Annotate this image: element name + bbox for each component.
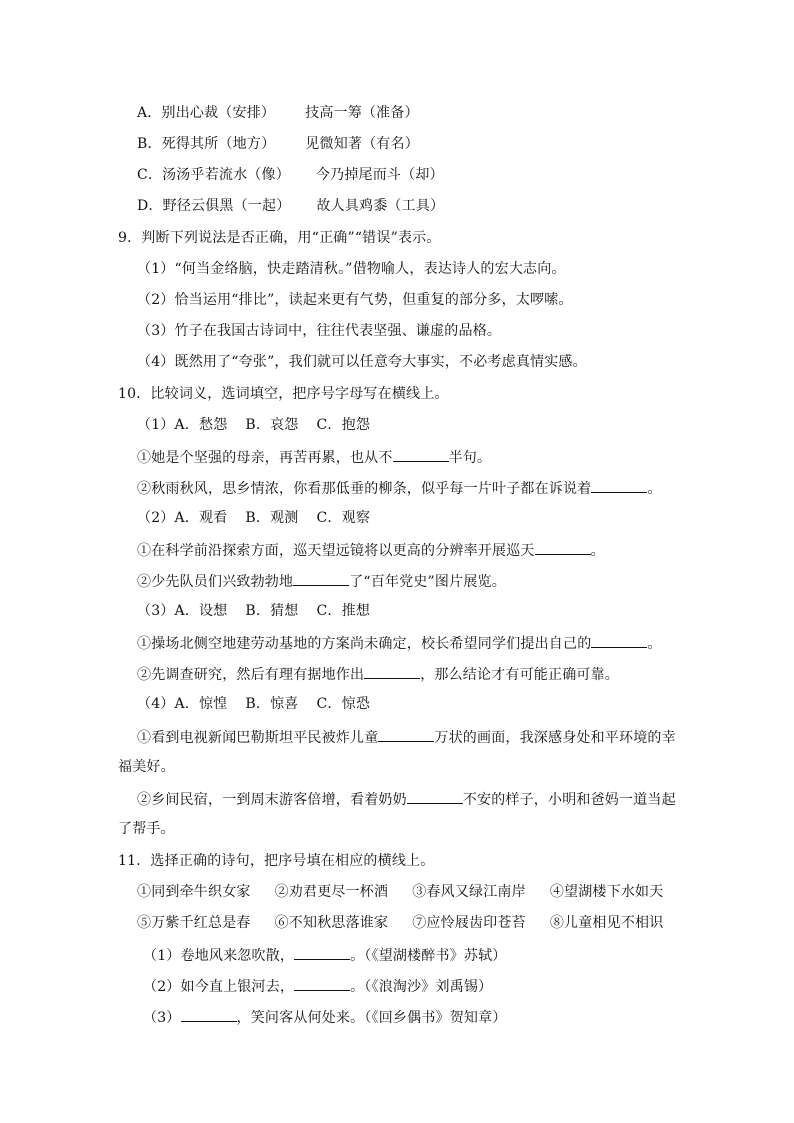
- q9-stem: 9．判断下列说法是否正确，用“正确”“错误”表示。: [118, 230, 441, 246]
- q11-choices-row-2: ⑤万紫千红总是春 ⑥不知秋思落谁家 ⑦应怜屐齿印苍苔 ⑧儿童相见不相识: [137, 915, 664, 931]
- answer-blank[interactable]: [591, 478, 647, 493]
- q10-group4-options: （4）A．惊惶 B．惊喜 C．惊恐: [137, 696, 371, 712]
- answer-blank[interactable]: [181, 1007, 237, 1022]
- answer-blank[interactable]: [294, 945, 350, 960]
- q10-g1-sentence-1: ①她是个坚强的母亲，再苦再累，也从不 半句。: [137, 447, 491, 467]
- answer-blank[interactable]: [393, 447, 449, 462]
- q10-group3-options: （3）A．设想 B．猜想 C．推想: [137, 603, 371, 619]
- q10-g1-sentence-2: ②秋雨秋风，思乡情浓，你看那低垂的柳条，似乎每一片叶子都在诉说着 。: [137, 478, 662, 498]
- q10-stem: 10．比较词义，选词填空，把序号字母写在横线上。: [118, 386, 449, 402]
- q11-choices-row-1: ①同到牵牛织女家 ②劝君更尽一杯酒 ③春风又绿江南岸 ④望湖楼下水如天: [137, 884, 664, 900]
- q9-item-3: （3）竹子在我国古诗词中，往往代表坚强、谦虚的品格。: [137, 323, 502, 339]
- q10-g4-sentence-1: ①看到电视新闻巴勒斯坦平民被炸儿童 万状的画面，我深感身处和平环境的幸: [137, 727, 676, 747]
- q8-option-a: A．别出心裁（安排） 技高一筹（准备）: [137, 105, 419, 121]
- q10-g3-sentence-1: ①操场北侧空地建劳动基地的方案尚未确定，校长希望同学们提出自己的 。: [137, 633, 662, 653]
- q9-item-1: （1）“何当金络脑，快走踏清秋。”借物喻人，表达诗人的宏大志向。: [137, 261, 566, 277]
- q10-g4-sentence-2-cont: 了帮手。: [118, 821, 175, 837]
- q8-option-b: B．死得其所（地方） 见微知著（有名）: [137, 136, 419, 152]
- q11-item-1: （1）卷地风来忽吹散， 。（《望湖楼醉书》苏轼）: [143, 945, 507, 965]
- answer-blank[interactable]: [591, 633, 647, 648]
- answer-blank[interactable]: [294, 976, 350, 991]
- answer-blank[interactable]: [364, 664, 420, 679]
- q11-stem: 11．选择正确的诗句，把序号填在相应的横线上。: [118, 853, 435, 869]
- q11-item-2: （2）如今直上银河去， 。（《浪淘沙》刘禹锡）: [143, 976, 492, 996]
- q10-g3-sentence-2: ②先调查研究，然后有理有据地作出 ，那么结论才有可能正确可靠。: [137, 664, 619, 684]
- answer-blank[interactable]: [407, 789, 463, 804]
- q10-g2-sentence-2: ②少先队员们兴致勃勃地 了“百年党史”图片展览。: [137, 571, 506, 591]
- q9-item-2: （2）恰当运用“排比”，读起来更有气势，但重复的部分多，太啰嗦。: [137, 292, 573, 308]
- q10-group1-options: （1）A．愁怨 B．哀怨 C．抱怨: [137, 417, 371, 433]
- q8-option-c: C．汤汤乎若流水（像） 今乃掉尾而斗（却）: [137, 167, 444, 183]
- q8-option-d: D．野径云俱黑（一起） 故人具鸡黍（工具）: [137, 198, 445, 214]
- q10-g2-sentence-1: ①在科学前沿探索方面，巡天望远镜将以更高的分辨率开展巡天 。: [137, 540, 605, 560]
- answer-blank[interactable]: [535, 540, 591, 555]
- q10-g4-sentence-1-cont: 福美好。: [118, 759, 175, 775]
- q9-item-4: （4）既然用了“夸张”，我们就可以任意夸大事实，不必考虑真情实感。: [137, 354, 587, 370]
- answer-blank[interactable]: [378, 727, 434, 742]
- q10-group2-options: （2）A．观看 B．观测 C．观察: [137, 510, 371, 526]
- answer-blank[interactable]: [293, 571, 349, 586]
- q10-g4-sentence-2: ②乡间民宿，一到周末游客倍增，看着奶奶 不安的样子，小明和爸妈一道当起: [137, 789, 676, 809]
- q11-item-3: （3） ，笑问客从何处来。（《回乡偶书》贺知章）: [143, 1007, 507, 1027]
